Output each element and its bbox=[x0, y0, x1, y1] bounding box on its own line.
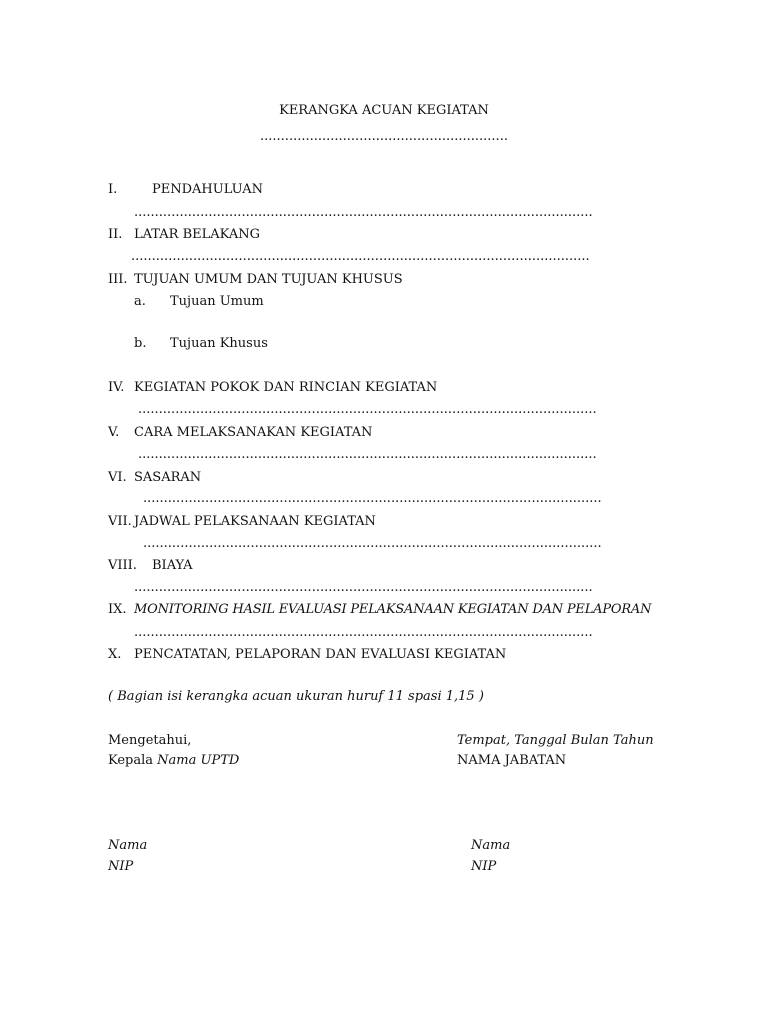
right-sign-position: NAMA JABATAN bbox=[457, 753, 567, 768]
document-title: KERANGKA ACUAN KEGIATAN bbox=[279, 103, 489, 118]
section-2-number: II. bbox=[108, 227, 123, 242]
section-3-subitem-a-letter: a. bbox=[134, 294, 146, 309]
section-5-number: V. bbox=[108, 425, 120, 440]
section-2-title: LATAR BELAKANG bbox=[134, 227, 260, 242]
section-7-content: ............................................................................................................... bbox=[143, 536, 602, 551]
section-4-number: IV. bbox=[108, 380, 125, 395]
section-6-number: VI. bbox=[108, 470, 127, 485]
section-4-content: ............................................................................................................... bbox=[138, 402, 597, 417]
section-1-title: PENDAHULUAN bbox=[152, 182, 263, 197]
formatting-note: ( Bagian isi kerangka acuan ukuran huruf 11 spasi 1,15 ) bbox=[108, 689, 484, 704]
section-6-content: ............................................................................................................... bbox=[143, 491, 602, 506]
section-3-subitem-b-letter: b. bbox=[134, 336, 147, 351]
section-9-content: ............................................................................................................... bbox=[134, 625, 593, 640]
right-sign-place-date: Tempat, Tanggal Bulan Tahun bbox=[457, 733, 654, 748]
section-8-title: BIAYA bbox=[152, 558, 193, 573]
section-3-title: TUJUAN UMUM DAN TUJUAN KHUSUS bbox=[134, 272, 403, 287]
right-sign-nip: NIP bbox=[471, 859, 497, 874]
section-1-number: I. bbox=[108, 182, 118, 197]
section-9-title: MONITORING HASIL EVALUASI PELAKSANAAN KEGIATAN DAN PELAPORAN bbox=[134, 602, 652, 617]
left-sign-position bbox=[108, 753, 239, 769]
left-sign-position-prefix: Kepala bbox=[108, 753, 158, 768]
section-10-title: PENCATATAN, PELAPORAN DAN EVALUASI KEGIATAN bbox=[134, 647, 507, 662]
section-7-number: VII. bbox=[108, 514, 132, 529]
section-5-title: CARA MELAKSANAKAN KEGIATAN bbox=[134, 425, 373, 440]
left-sign-unit-name: Nama UPTD bbox=[157, 753, 240, 768]
section-8-content: ............................................................................................................... bbox=[134, 580, 593, 595]
section-6-title: SASARAN bbox=[134, 470, 202, 485]
section-3-number: III. bbox=[108, 272, 128, 287]
section-2-content: ............................................................................................................... bbox=[131, 249, 590, 264]
left-sign-name: Nama bbox=[108, 838, 148, 853]
section-9-number: IX. bbox=[108, 602, 127, 617]
section-1-content: ............................................................................................................... bbox=[134, 205, 593, 220]
right-sign-name: Nama bbox=[471, 838, 511, 853]
left-sign-acknowledge: Mengetahui, bbox=[108, 733, 192, 748]
title-placeholder-dots: ............................................................ bbox=[260, 129, 508, 144]
left-sign-nip: NIP bbox=[108, 859, 134, 874]
section-7-title: JADWAL PELAKSANAAN KEGIATAN bbox=[134, 514, 376, 529]
section-4-title: KEGIATAN POKOK DAN RINCIAN KEGIATAN bbox=[134, 380, 438, 395]
section-5-content: ............................................................................................................... bbox=[138, 447, 597, 462]
section-3-subitem-a-label: Tujuan Umum bbox=[170, 294, 264, 309]
section-3-subitem-b-label: Tujuan Khusus bbox=[170, 336, 268, 351]
section-10-number: X. bbox=[108, 647, 122, 662]
section-8-number: VIII. bbox=[108, 558, 137, 573]
